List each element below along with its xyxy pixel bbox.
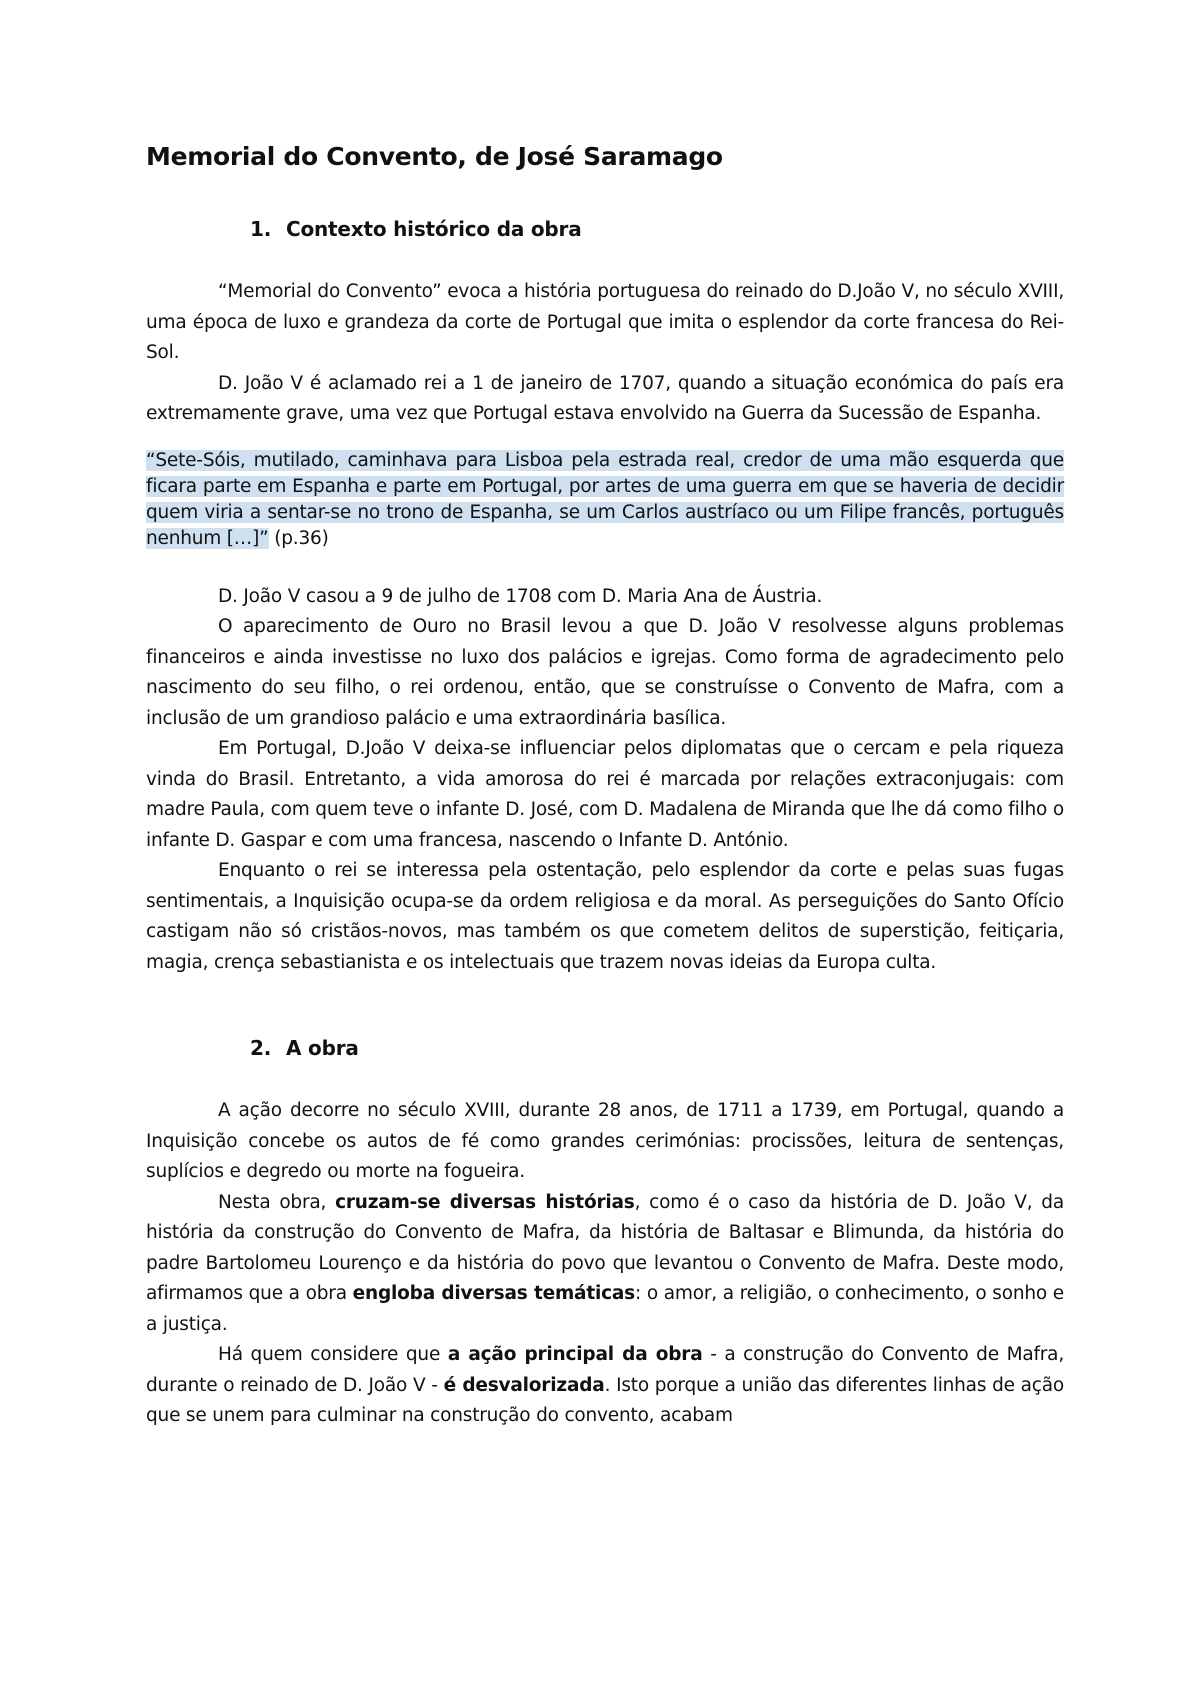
paragraph: D. João V é aclamado rei a 1 de janeiro de 1707, quando a situação económica do país era extremamente grave, uma vez que Portugal estava envolvido na Guerra da Sucessão de Espanha.	[146, 372, 1064, 424]
document-title: Memorial do Convento, de José Saramago	[146, 142, 723, 171]
text-run: , como é o caso da história de D. João V, da história da construção do Convento de Mafra, da história de Baltasar e Blimunda, da história do padre Bartolomeu Lourenço e da história do povo que levantou o Convento de Mafra. Deste modo, afirmamos que a obra	[146, 1191, 1064, 1304]
spacer	[146, 978, 1064, 1036]
paragraph: D. João V casou a 9 de julho de 1708 com D. Maria Ana de Áustria.	[218, 585, 823, 607]
text-run: . Isto porque a união das diferentes linhas de ação que se unem para culminar na construção do convento, acabam	[146, 1374, 1065, 1426]
section-1-heading	[146, 217, 1064, 241]
text-run: Nesta obra,	[218, 1191, 336, 1213]
section-2-heading	[146, 1036, 1064, 1060]
paragraph	[146, 1188, 1064, 1341]
text-run: Há quem considere que	[218, 1344, 448, 1365]
section-2-title: A obra	[286, 1036, 359, 1060]
text-run: : o amor, a religião, o conhecimento, o sonho e a justiça.	[146, 1283, 1064, 1335]
section-1-number: 1.	[250, 217, 272, 241]
section-2-number: 2.	[250, 1036, 272, 1060]
paragraph: Em Portugal, D.João V deixa-se influenciar pelos diplomatas que o cercam e pela riqueza vinda do Brasil. Entretanto, a vida amorosa do rei é marcada por relações extraconjugais: com madre Paula, com quem teve o infante D. José, com D. Madalena de Miranda que lhe dá como filho o infante D. Gaspar e com uma francesa, nascendo o Infante D. António.	[146, 738, 1064, 851]
quote-reference: (p.36)	[268, 527, 329, 549]
bold-text: cruzam-se diversas histórias	[335, 1191, 635, 1213]
spacer	[146, 570, 1064, 582]
paragraph	[146, 1340, 1064, 1432]
bold-text: a ação principal da obra	[447, 1344, 703, 1365]
paragraph: O aparecimento de Ouro no Brasil levou a que D. João V resolvesse alguns problemas financeiros e ainda investisse no luxo dos palácios e igrejas. Como forma de agradecimento pelo nascimento do seu filho, o rei ordenou, então, que se construísse o Convento de Mafra, com a inclusão de um grandioso palácio e uma extraordinária basílica.	[146, 616, 1064, 729]
section-1-title: Contexto histórico da obra	[286, 217, 582, 241]
paragraph: Enquanto o rei se interessa pela ostentação, pelo esplendor da corte e pelas suas fugas sentimentais, a Inquisição ocupa-se da ordem religiosa e da moral. As perseguições do Santo Ofício castigam não só cristãos-novos, mas também os que cometem delitos de superstição, feitiçaria, magia, crença sebastianista e os intelectuais que trazem novas ideias da Europa culta.	[146, 860, 1064, 973]
paragraph: “Memorial do Convento” evoca a história portuguesa do reinado do D.João V, no século XVIII, uma época de luxo e grandeza da corte de Portugal que imita o esplendor da corte francesa do Rei-Sol.	[146, 281, 1064, 363]
text-run: - a construção do Convento de Mafra, durante o reinado de D. João V -	[146, 1344, 1065, 1396]
quotation-block	[146, 448, 1064, 552]
highlighted-quote-text: “Sete-Sóis, mutilado, caminhava para Lisboa pela estrada real, credor de uma mão esquerda que ficara parte em Espanha e parte em Portugal, por artes de uma guerra em que se haveria de decidir quem viria a sentar-se no trono de Espanha, se um Carlos austríaco ou um Filipe francês, português nenhum […]”	[146, 449, 1064, 549]
paragraph: A ação decorre no século XVIII, durante 28 anos, de 1711 a 1739, em Portugal, quando a Inquisição concebe os autos de fé como grandes cerimónias: procissões, leitura de sentenças, suplícios e degredo ou morte na fogueira.	[146, 1100, 1064, 1182]
bold-text: é desvalorizada	[443, 1374, 605, 1396]
bold-text: engloba diversas temáticas	[352, 1283, 635, 1304]
quotation	[146, 448, 1064, 552]
document-page	[146, 142, 1064, 1432]
